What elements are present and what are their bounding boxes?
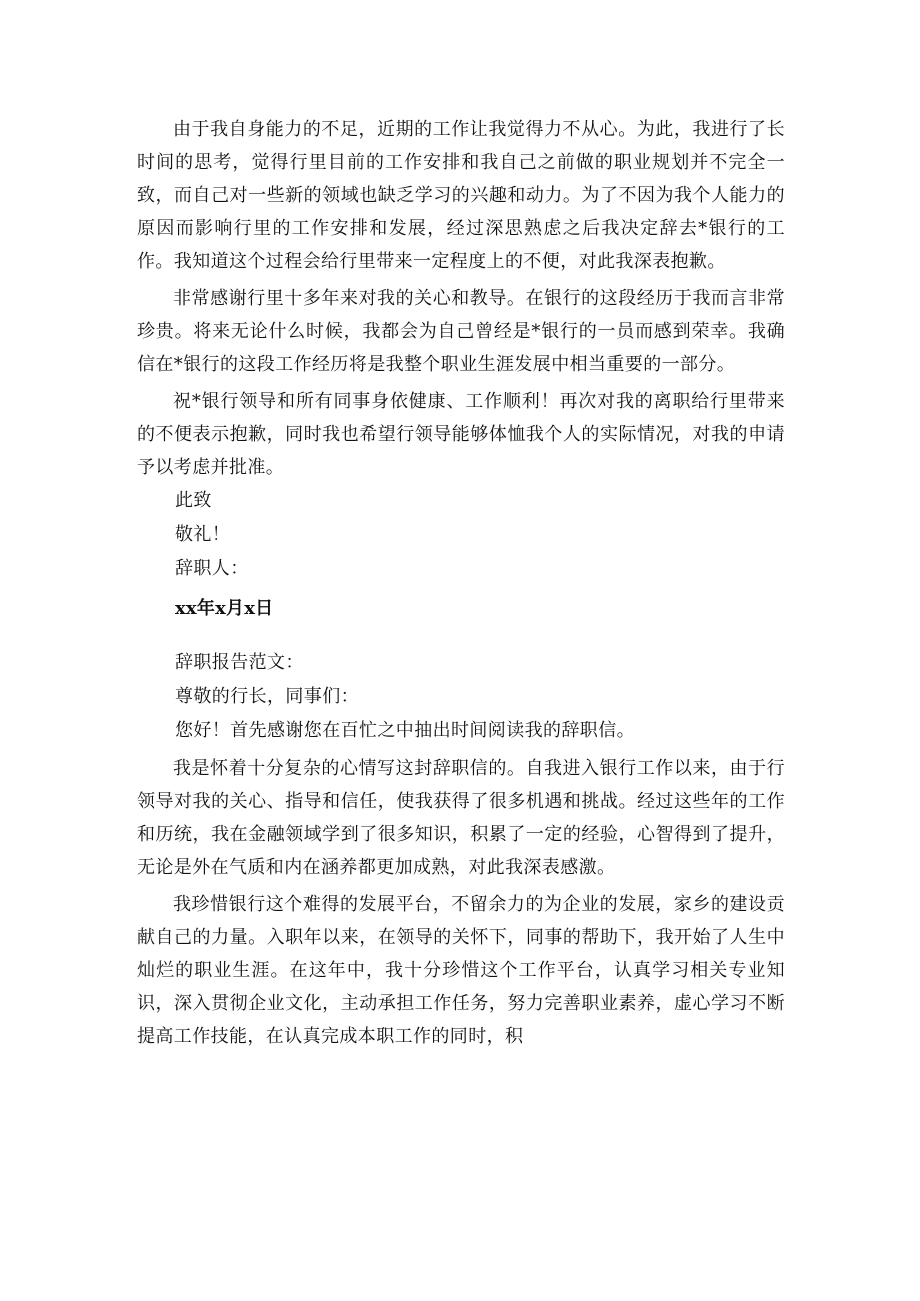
salutation: 尊敬的行长，同事们： (175, 686, 359, 707)
signature-date: xx年x月x日 (175, 598, 274, 619)
body-paragraph-platform: 我珍惜银行这个难得的发展平台，不留余力的为企业的发展，家乡的建设贡献自己的力量。入职年以来，在领导的关怀下，同事的帮助下，我开始了人生中灿烂的职业生涯。在这年中，我十分珍惜这个工作平台，认真学习相关专业知识，深入贯彻企业文化，主动承担工作任务，努力完善职业素养，虚心学习不断提高工作技能，在认真完成本职工作的同时，积 (137, 894, 785, 1047)
body-paragraph-feelings: 我是怀着十分复杂的心情写这封辞职信的。自我进入银行工作以来，由于行领导对我的关心、指导和信任，使我获得了很多机遇和挑战。经过这些年的工作和历统，我在金融领域学到了很多知识，积累了一定的经验，心智得到了提升，无论是外在气质和内在涵养都更加成熟，对此我深表感激。 (137, 758, 785, 878)
closing-jingli: 敬礼！ (175, 524, 231, 545)
body-paragraph-gratitude: 非常感谢行里十多年来对我的关心和教导。在银行的这段经历于我而言非常珍贵。将来无论什么时候，我都会为自己曾经是*银行的一员而感到荣幸。我确信在*银行的这段工作经历将是我整个职业生涯发展中相当重要的一部分。 (137, 288, 785, 375)
body-paragraph-inability: 由于我自身能力的不足，近期的工作让我觉得力不从心。为此，我进行了长时间的思考，觉得行里目前的工作安排和我自己之前做的职业规划并不完全一致，而自己对一些新的领域也缺乏学习的兴趣和动力。为了不因为我个人能力的原因而影响行里的工作安排和发展，经过深思熟虑之后我决定辞去*银行的工作。我知道这个过程会给行里带来一定程度上的不便，对此我深表抱歉。 (137, 119, 785, 272)
body-paragraph-wishes: 祝*银行领导和所有同事身依健康、工作顺利！再次对我的离职给行里带来的不便表示抱歉，同时我也希望行领导能够体恤我个人的实际情况，对我的申请予以考虑并批准。 (137, 391, 785, 478)
section-title: 辞职报告范文： (175, 652, 304, 673)
greeting: 您好！首先感谢您在百忙之中抽出时间阅读我的辞职信。 (175, 720, 635, 741)
signer-label: 辞职人： (175, 558, 249, 579)
closing-cizhi: 此致 (175, 490, 212, 511)
